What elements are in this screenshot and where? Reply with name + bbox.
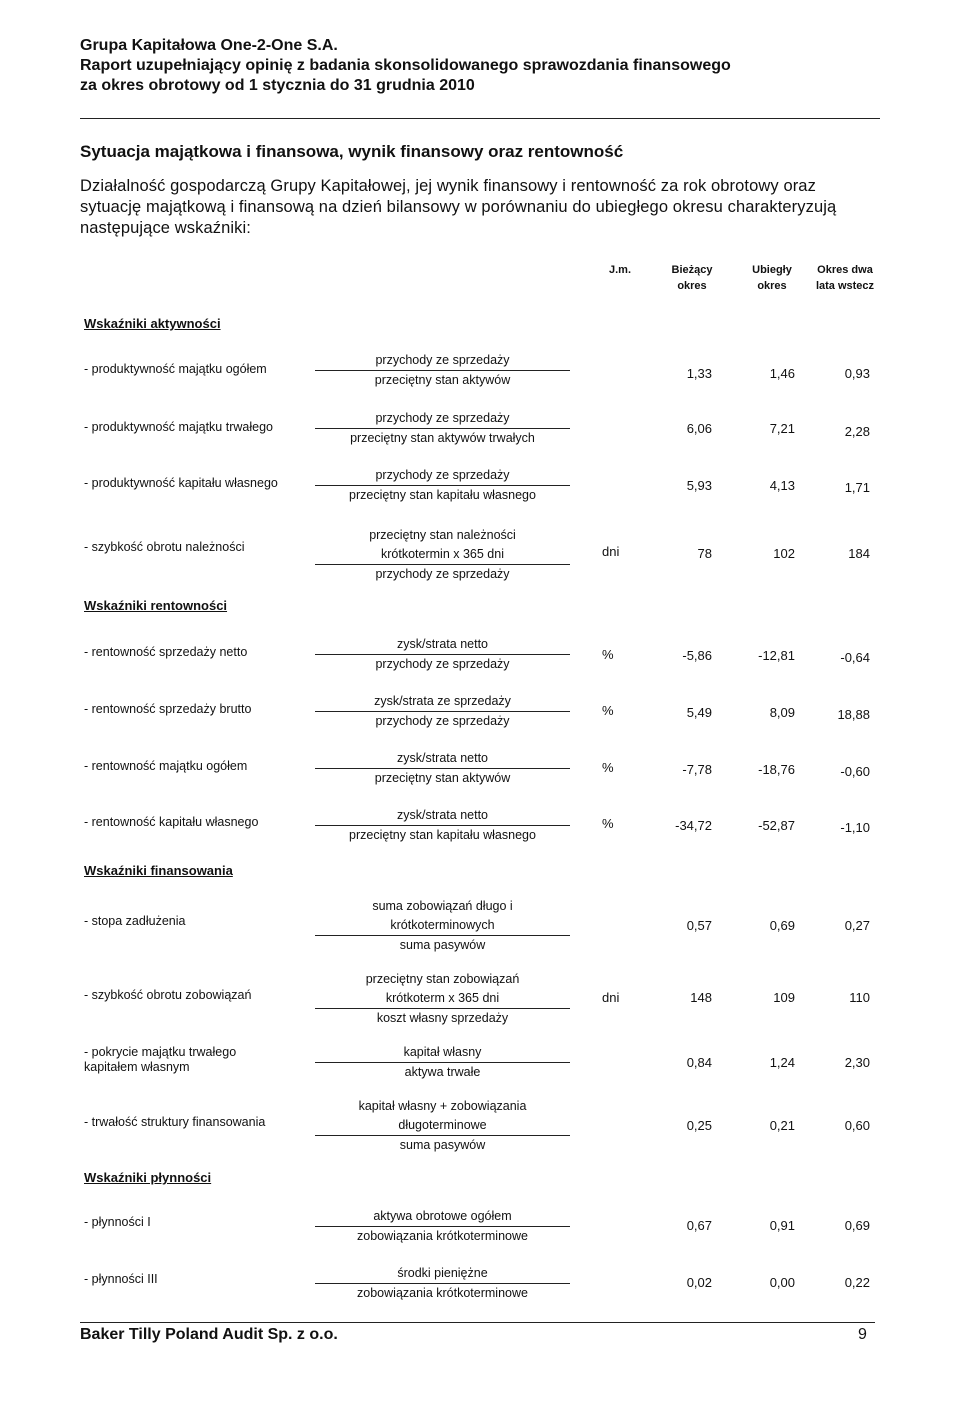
col-unit: J.m. xyxy=(608,264,631,276)
value-two-years: 2,28 xyxy=(844,424,870,439)
value-current: 6,06 xyxy=(686,421,712,436)
ratio-label: - rentowność majątku ogółem xyxy=(84,759,248,773)
formula-numerator: zysk/strata netto xyxy=(315,806,570,826)
value-current: 0,25 xyxy=(686,1118,712,1133)
section-header: Wskaźniki finansowania xyxy=(84,863,233,878)
ratio-label: - rentowność kapitału własnego xyxy=(84,815,259,829)
footer-company: Baker Tilly Poland Audit Sp. z o.o. xyxy=(80,1326,338,1343)
value-previous: 1,46 xyxy=(769,366,795,381)
ratio-formula xyxy=(315,970,570,1028)
section-title: Sytuacja majątkowa i finansowa, wynik finansowy oraz rentowność xyxy=(80,142,624,161)
value-two-years: 1,71 xyxy=(844,480,870,495)
ratio-formula xyxy=(315,409,570,448)
value-current: 78 xyxy=(697,546,712,561)
unit-label: dni xyxy=(602,544,620,559)
ratio-formula xyxy=(315,749,570,788)
formula-denominator: przeciętny stan kapitału własnego xyxy=(349,828,536,842)
ratio-formula xyxy=(315,466,570,505)
formula-denominator: aktywa trwałe xyxy=(404,1065,481,1079)
footer-rule xyxy=(80,1322,875,1323)
value-two-years: 0,22 xyxy=(844,1275,870,1290)
formula-denominator: zobowiązania krótkoterminowe xyxy=(357,1286,528,1300)
ratio-label: - płynności I xyxy=(84,1215,151,1229)
ratio-label-line2: kapitałem własnym xyxy=(84,1060,190,1074)
value-current: 148 xyxy=(690,990,712,1005)
value-current: 1,33 xyxy=(686,366,712,381)
formula-numerator-line1: suma zobowiązań długo i xyxy=(372,899,513,913)
formula-denominator: przeciętny stan kapitału własnego xyxy=(349,488,536,502)
ratio-label: - rentowność sprzedaży brutto xyxy=(84,702,252,716)
col-previous: Ubiegły okres xyxy=(752,264,792,292)
report-period: za okres obrotowy od 1 stycznia do 31 grudnia 2010 xyxy=(80,77,475,94)
value-two-years: 0,60 xyxy=(844,1118,870,1133)
value-previous: 1,24 xyxy=(769,1055,795,1070)
ratio-label: - trwałość struktury finansowania xyxy=(84,1115,266,1129)
unit-label: % xyxy=(602,816,614,831)
formula-numerator-line1: przeciętny stan zobowiązań xyxy=(365,972,520,986)
formula-numerator: środki pieniężne xyxy=(315,1264,570,1284)
value-two-years: 110 xyxy=(849,990,870,1005)
value-previous: 0,91 xyxy=(769,1218,795,1233)
value-previous: -18,76 xyxy=(758,762,795,777)
value-two-years: 0,93 xyxy=(844,366,870,381)
ratio-label-line1: - pokrycie majątku trwałego xyxy=(84,1045,237,1059)
value-current: 5,49 xyxy=(686,705,712,720)
formula-numerator: długoterminowe xyxy=(315,1116,570,1136)
unit-label: dni xyxy=(602,990,620,1005)
ratio-formula xyxy=(315,1097,570,1155)
formula-numerator-line1: kapitał własny + zobowiązania xyxy=(358,1099,527,1113)
value-previous: 102 xyxy=(773,546,795,561)
value-current: 0,57 xyxy=(686,918,712,933)
formula-numerator: krótkotermin x 365 dni xyxy=(315,545,570,565)
value-current: 5,93 xyxy=(686,478,712,493)
formula-denominator: przeciętny stan aktywów xyxy=(374,771,511,785)
col-two-years: Okres dwa lata wstecz xyxy=(815,264,875,292)
section-header: Wskaźniki aktywności xyxy=(84,316,221,331)
ratio-label: - stopa zadłużenia xyxy=(84,914,186,928)
ratio-formula xyxy=(315,1207,570,1246)
formula-numerator: krótkoterm x 365 dni xyxy=(315,989,570,1009)
value-two-years: -0,64 xyxy=(840,650,870,665)
ratio-formula xyxy=(315,635,570,674)
section-header: Wskaźniki rentowności xyxy=(84,598,228,613)
formula-numerator: zysk/strata netto xyxy=(315,749,570,769)
formula-denominator: przeciętny stan aktywów xyxy=(374,373,511,387)
value-previous: 109 xyxy=(773,990,795,1005)
value-two-years: 18,88 xyxy=(837,707,870,722)
value-two-years: 184 xyxy=(848,546,870,561)
ratio-label: - płynności III xyxy=(84,1272,158,1286)
col-current: Bieżący okres xyxy=(671,264,713,292)
formula-denominator: przychody ze sprzedaży xyxy=(375,657,510,671)
unit-label: % xyxy=(602,647,614,662)
formula-denominator: przychody ze sprzedaży xyxy=(375,567,510,581)
value-previous: 0,00 xyxy=(769,1275,795,1290)
formula-denominator: zobowiązania krótkoterminowe xyxy=(357,1229,528,1243)
formula-denominator: przeciętny stan aktywów trwałych xyxy=(350,431,535,445)
ratio-label: - produktywność majątku trwałego xyxy=(84,420,273,434)
intro-paragraph: Działalność gospodarczą Grupy Kapitałowej, jej wynik finansowy i rentowność za rok obrotowy oraz sytuację majątkową i finansową na dzień bilansowy w porównaniu do ubiegłego okresu charakteryzują następujące wskaźniki: xyxy=(80,177,837,237)
page-number: 9 xyxy=(858,1326,867,1343)
ratio-label: - szybkość obrotu zobowiązań xyxy=(84,988,252,1002)
header-rule xyxy=(80,118,880,119)
formula-numerator: kapitał własny xyxy=(315,1043,570,1063)
value-current: -34,72 xyxy=(675,818,712,833)
formula-numerator: zysk/strata netto xyxy=(315,635,570,655)
formula-numerator: aktywa obrotowe ogółem xyxy=(315,1207,570,1227)
formula-denominator: suma pasywów xyxy=(399,1138,486,1152)
ratio-label: - rentowność sprzedaży netto xyxy=(84,645,248,659)
ratio-label: - produktywność majątku ogółem xyxy=(84,362,267,376)
unit-label: % xyxy=(602,760,614,775)
formula-numerator: przychody ze sprzedaży xyxy=(315,466,570,486)
report-title: Raport uzupełniający opinię z badania skonsolidowanego sprawozdania finansowego xyxy=(80,57,731,74)
formula-denominator: przychody ze sprzedaży xyxy=(375,714,510,728)
value-two-years: 2,30 xyxy=(844,1055,870,1070)
value-two-years: 0,69 xyxy=(844,1218,870,1233)
unit-label: % xyxy=(602,703,614,718)
ratio-label: - produktywność kapitału własnego xyxy=(84,476,278,490)
value-two-years: -1,10 xyxy=(840,820,870,835)
value-current: 0,67 xyxy=(686,1218,712,1233)
ratio-label xyxy=(84,1045,236,1075)
value-current: -7,78 xyxy=(682,762,712,777)
value-previous: 8,09 xyxy=(769,705,795,720)
ratio-formula xyxy=(315,897,570,955)
formula-numerator: zysk/strata ze sprzedaży xyxy=(315,692,570,712)
formula-denominator: suma pasywów xyxy=(399,938,486,952)
formula-numerator: krótkoterminowych xyxy=(315,916,570,936)
value-current: 0,84 xyxy=(686,1055,712,1070)
formula-denominator: koszt własny sprzedaży xyxy=(376,1011,509,1025)
value-current: -5,86 xyxy=(682,648,712,663)
formula-numerator: przychody ze sprzedaży xyxy=(315,351,570,371)
ratio-label: - szybkość obrotu należności xyxy=(84,540,245,554)
value-previous: 7,21 xyxy=(769,421,795,436)
ratio-formula xyxy=(315,1043,570,1082)
formula-numerator-line1: przeciętny stan należności xyxy=(369,528,516,542)
value-two-years: 0,27 xyxy=(844,918,870,933)
value-previous: 0,69 xyxy=(769,918,795,933)
value-previous: 0,21 xyxy=(769,1118,795,1133)
ratio-formula xyxy=(315,1264,570,1303)
value-previous: 4,13 xyxy=(769,478,795,493)
value-previous: -52,87 xyxy=(758,818,795,833)
ratio-formula xyxy=(315,351,570,390)
value-current: 0,02 xyxy=(686,1275,712,1290)
ratio-formula xyxy=(315,692,570,731)
report-company: Grupa Kapitałowa One-2-One S.A. xyxy=(80,37,338,54)
value-two-years: -0,60 xyxy=(840,764,870,779)
value-previous: -12,81 xyxy=(758,648,795,663)
formula-numerator: przychody ze sprzedaży xyxy=(315,409,570,429)
ratio-formula xyxy=(315,806,570,845)
ratio-formula xyxy=(315,526,570,584)
section-header: Wskaźniki płynności xyxy=(84,1170,212,1185)
